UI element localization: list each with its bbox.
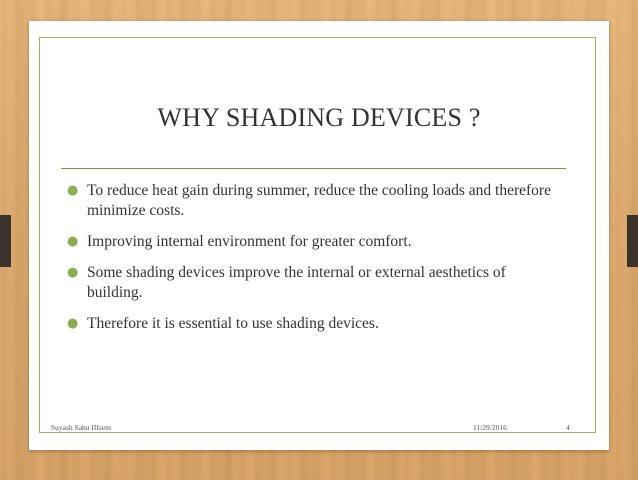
bullet-dot-icon: ● (67, 316, 79, 331)
footer-date: 11/29/2016 (473, 423, 507, 432)
bullet-text: Therefore it is essential to use shading devices. (87, 315, 379, 332)
bullet-text: To reduce heat gain during summer, reduce the cooling loads and therefore minimize costs. (87, 182, 551, 219)
title-divider (61, 168, 566, 169)
bullet-dot-icon: ● (67, 234, 79, 249)
bullet-item (65, 232, 565, 252)
bullet-item (65, 263, 565, 303)
bullet-text: Improving internal environment for greater comfort. (87, 233, 412, 250)
bullet-item (65, 314, 565, 334)
slide-title: WHY SHADING DEVICES ? (157, 103, 481, 132)
bullet-item (65, 181, 565, 221)
bullet-text: Some shading devices improve the internal or external aesthetics of building. (87, 264, 506, 301)
footer-author: Suyash Sahu IIIsem (51, 423, 111, 432)
bullet-dot-icon: ● (67, 265, 79, 280)
left-edge-tab (0, 215, 11, 267)
footer-page-number: 4 (566, 423, 570, 432)
slide-canvas (29, 21, 609, 450)
right-edge-tab (627, 215, 638, 267)
bullet-dot-icon: ● (67, 183, 79, 198)
bullet-list (65, 181, 565, 345)
